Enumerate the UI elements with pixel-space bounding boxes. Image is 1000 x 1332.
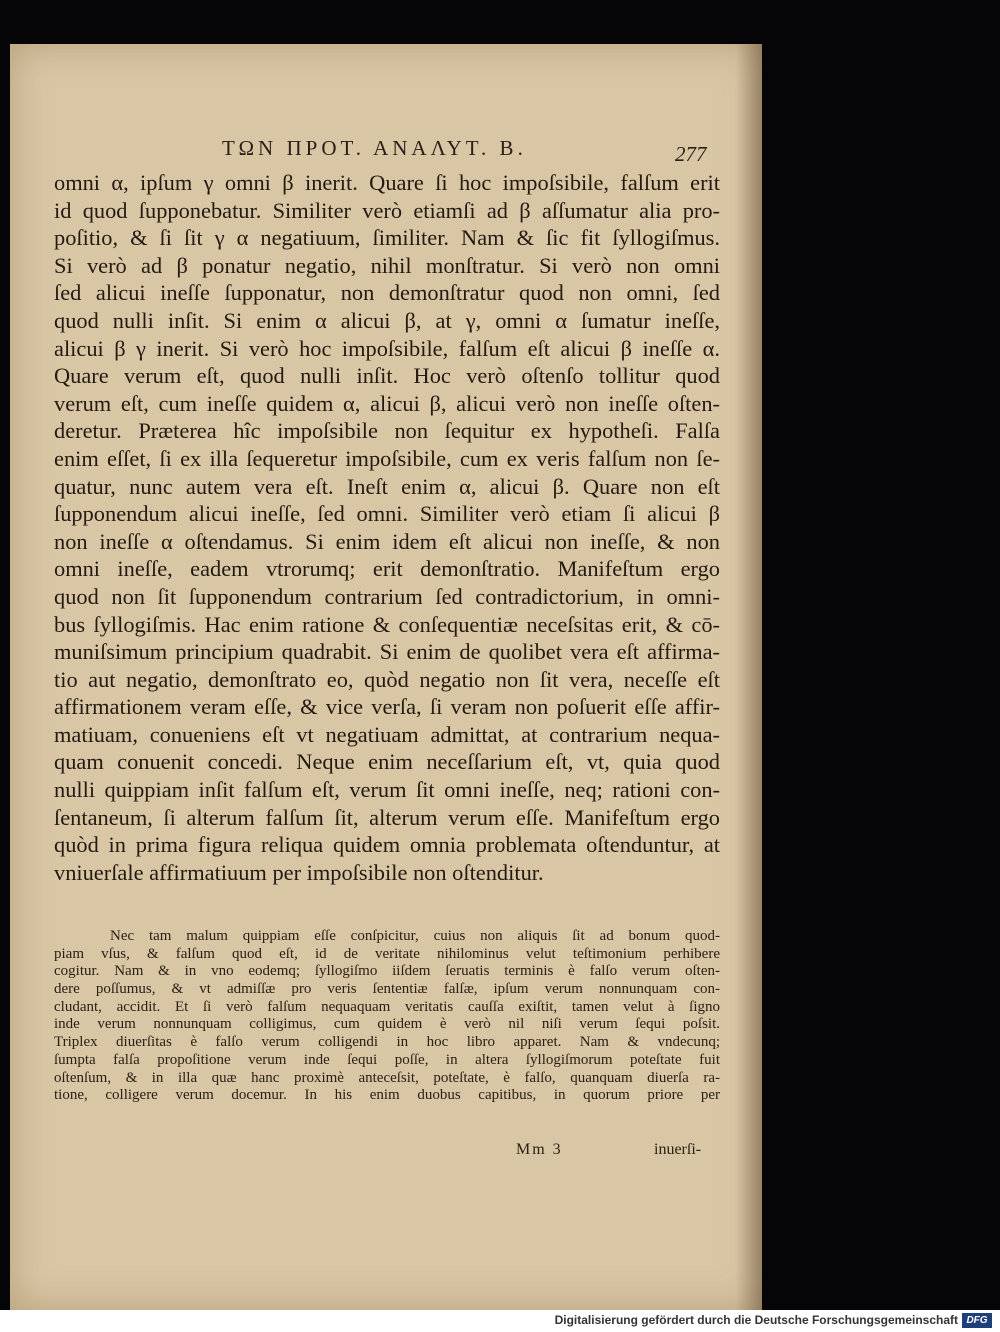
text-line: quam conuenit concedi. Neque enim neceſſarium eſt, vt, quia quod bbox=[54, 749, 720, 775]
text-line: bus ſyllogiſmis. Hac enim ratione & conſequentiæ neceſsitas erit, & cō- bbox=[54, 611, 720, 637]
text-line: nulli quippiam inſit falſum eſt, verum ſit omni ineſſe, neq; rationi con- bbox=[54, 777, 720, 803]
commentary-line: inde verum nonnunquam colligimus, cum quidem è verò nil niſi verum ſequi poſsit. bbox=[54, 1016, 720, 1033]
text-line: Quare verum eſt, quod nulli inſit. Hoc verò oſtenſo tollitur quod bbox=[54, 363, 720, 389]
signature-row bbox=[54, 1141, 720, 1163]
commentary-line: ſumpta falſa propoſitione verum inde ſequi poſſe, in altera ſyllogiſmorum poteſtate fuit bbox=[54, 1051, 720, 1068]
text-line: deretur. Præterea hîc impoſsibile non ſequitur ex hypotheſi. Falſa bbox=[54, 418, 720, 444]
text-line: quòd in prima figura reliqua quidem omnia problemata oſtenduntur, at bbox=[54, 832, 720, 858]
text-line: omni α, ipſum γ omni β inerit. Quare ſi hoc impoſsibile, falſum erit bbox=[54, 170, 720, 195]
text-line: quod nulli inſit. Si enim α alicui β, at γ, omni α ſumatur ineſſe, bbox=[54, 307, 720, 333]
text-line: poſitio, & ſi ſit γ α negatiuum, ſimiliter. Nam & ſic fit ſyllogiſmus. bbox=[54, 225, 720, 251]
text-line: ſentaneum, ſi alterum falſum ſit, alterum verum eſſe. Manifeſtum ergo bbox=[54, 804, 720, 830]
text-line: id quod ſupponebatur. Similiter verò etiamſi ad β aſſumatur alia pro- bbox=[54, 197, 720, 223]
funding-credit: Digitalisierung gefördert durch die Deutsche Forschungsgemeinschaft bbox=[554, 1313, 958, 1327]
page-number: 277 bbox=[675, 142, 707, 166]
running-head: ΤΩΝ ΠΡΟΤ. ΑΝΑΛΥΤ. Β. bbox=[222, 136, 527, 160]
text-line: quod non ſit ſupponendum contrarium ſed contradictorium, in omni- bbox=[54, 583, 720, 609]
text-line: ſupponendum alicui ineſſe, ſed omni. Similiter verò etiam ſi alicui β bbox=[54, 501, 720, 527]
text-line: non ineſſe α oſtendamus. Si enim idem eſt alicui non ineſſe, & non bbox=[54, 528, 720, 554]
commentary-line: oſtenſum, & in illa quæ hanc proximè anteceſsit, poteſtate, è falſo, quanquam diuerſa ra- bbox=[54, 1069, 720, 1086]
main-text-block bbox=[54, 169, 720, 886]
text-line: alicui β γ inerit. Si verò hoc impoſsibile, falſum eſt alicui β ineſſe α. bbox=[54, 335, 720, 361]
text-line: quatur, nunc autem vera eſt. Ineſt enim α, alicui β. Quare non eſt bbox=[54, 473, 720, 499]
signature-mark: Mm 3 bbox=[516, 1141, 563, 1158]
text-line: affirmationem veram eſſe, & vice verſa, ſi veram non poſuerit eſſe affir- bbox=[54, 694, 720, 720]
commentary-line: piam vſus, & falſum quod eſt, id de veritate nihilominus velut teſtimonium perhibere bbox=[54, 945, 720, 962]
commentary-line: tione, colligere verum docemur. In his enim duobus capitibus, in quorum priore per bbox=[54, 1087, 720, 1104]
catchword: inuerſi- bbox=[654, 1141, 702, 1158]
text-line: muniſsimum principium quadrabit. Si enim de quolibet vera eſt affirma- bbox=[54, 639, 720, 665]
commentary-block bbox=[54, 928, 720, 1105]
text-line: ſed alicui ineſſe ſupponatur, non demonſtratur quod non omni, ſed bbox=[54, 280, 720, 306]
page-header bbox=[10, 130, 762, 166]
commentary-line: cludant, accidit. Et ſi verò falſum nequaquam veritatis cauſſa exiſtit, tamen velut à ſigno bbox=[54, 998, 720, 1015]
text-line: matiuam, conueniens eſt vt negatiuam admittat, at contrarium nequa- bbox=[54, 721, 720, 747]
text-line: omni ineſſe, eadem vtrorumq; erit demonſtratio. Manifeſtum ergo bbox=[54, 556, 720, 582]
page-edge-shadow bbox=[736, 44, 762, 1310]
commentary-line: dere poſſumus, & vt admiſſæ pro veris ſententiæ falſæ, ipſum verum nonnunquam con- bbox=[54, 981, 720, 998]
commentary-line: cogitur. Nam & in vno eodemq; ſyllogiſmo iiſdem ſeruatis terminis è falſo verum oſten- bbox=[54, 963, 720, 980]
footer-bar bbox=[0, 1310, 1000, 1332]
text-line: vniuerſale affirmatiuum per impoſsibile non oſtenditur. bbox=[54, 859, 544, 885]
text-line: Si verò ad β ponatur negatio, nihil monſtratur. Si verò non omni bbox=[54, 252, 720, 278]
book-page bbox=[10, 44, 762, 1310]
text-line: enim eſſet, ſi ex illa ſequeretur impoſsibile, cum ex veris falſum non ſe- bbox=[54, 445, 720, 471]
text-line: verum eſt, cum ineſſe quidem α, alicui β, alicui verò non ineſſe oſten- bbox=[54, 390, 720, 416]
commentary-line: Nec tam malum quippiam eſſe conſpicitur, cuius non aliquis ſit ad bonum quod- bbox=[110, 928, 720, 944]
dfg-logo: DFG bbox=[962, 1313, 992, 1328]
text-line: tio aut negatio, demonſtrato eo, quòd negatio non ſit vera, neceſſe eſt bbox=[54, 666, 720, 692]
commentary-line: Triplex diuerſitas è falſo verum colligendi in hoc libro apparet. Nam & vndecunq; bbox=[54, 1034, 720, 1051]
